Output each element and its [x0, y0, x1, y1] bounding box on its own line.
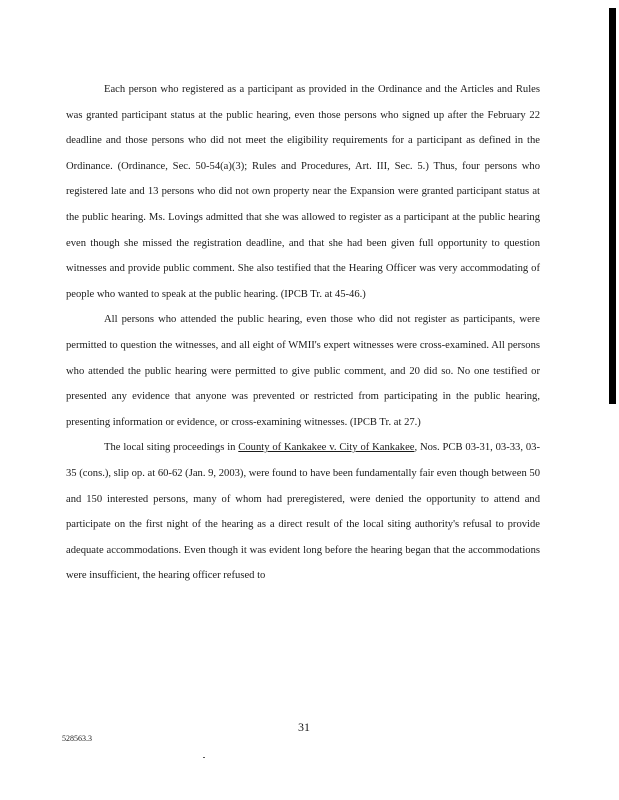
- document-id: 528563.3: [62, 734, 92, 743]
- page-number: 31: [298, 720, 310, 734]
- paragraph-3-lead-in: The local siting proceedings in: [104, 442, 239, 454]
- paragraph-participant-status: Each person who registered as a participant as provided in the Ordinance and the Articles and Rules was granted participant status at the public hearing, even those persons who signed up after the February 22 deadline and those persons who did not meet the eligibility requirements for a participant as defined in the Ordinance. (Ordinance, Sec. 50-54(a)(3); Rules and Procedures, Art. III, Sec. 5.) Thus, four persons who registered late and 13 persons who did not own property near the Expansion were granted participant status at the public hearing. Ms. Lovings admitted that she was allowed to register as a participant at the public hearing even though she missed the registration deadline, and that she had been given full opportunity to question witnesses and provide public comment. She also testified that the Hearing Officer was very accommodating of people who wanted to speak at the public hearing. (IPCB Tr. at 45-46.): [66, 84, 540, 300]
- page-edge-bar: [609, 8, 616, 404]
- scan-speck: [203, 757, 205, 758]
- case-citation-name: County of Kankakee v. City of Kankakee: [238, 442, 415, 454]
- document-body: [66, 77, 540, 589]
- paragraph-public-hearing-attendance: All persons who attended the public hearing, even those who did not register as participants, were permitted to question the witnesses, and all eight of WMII's expert witnesses were cross-examined. All persons who attended the public hearing were permitted to give public comment, and 20 did so. No one testified or presented any evidence that anyone was prevented or restricted from participating in the public hearing, presenting information or evidence, or cross-examining witnesses. (IPCB Tr. at 27.): [66, 314, 540, 428]
- paragraph-local-siting-proceedings: [66, 435, 540, 589]
- paragraph-3-continuation: , Nos. PCB 03-31, 03-33, 03-35 (cons.), slip op. at 60-62 (Jan. 9, 2003), were found to have been fundamentally fair even though between 50 and 150 interested persons, many of whom had preregistered, were denied the opportunity to attend and participate on the first night of the hearing as a direct result of the local siting authority's refusal to provide adequate accommodations. Even though it was evident long before the hearing began that the accommodations were insufficient, the hearing officer refused to: [66, 442, 540, 582]
